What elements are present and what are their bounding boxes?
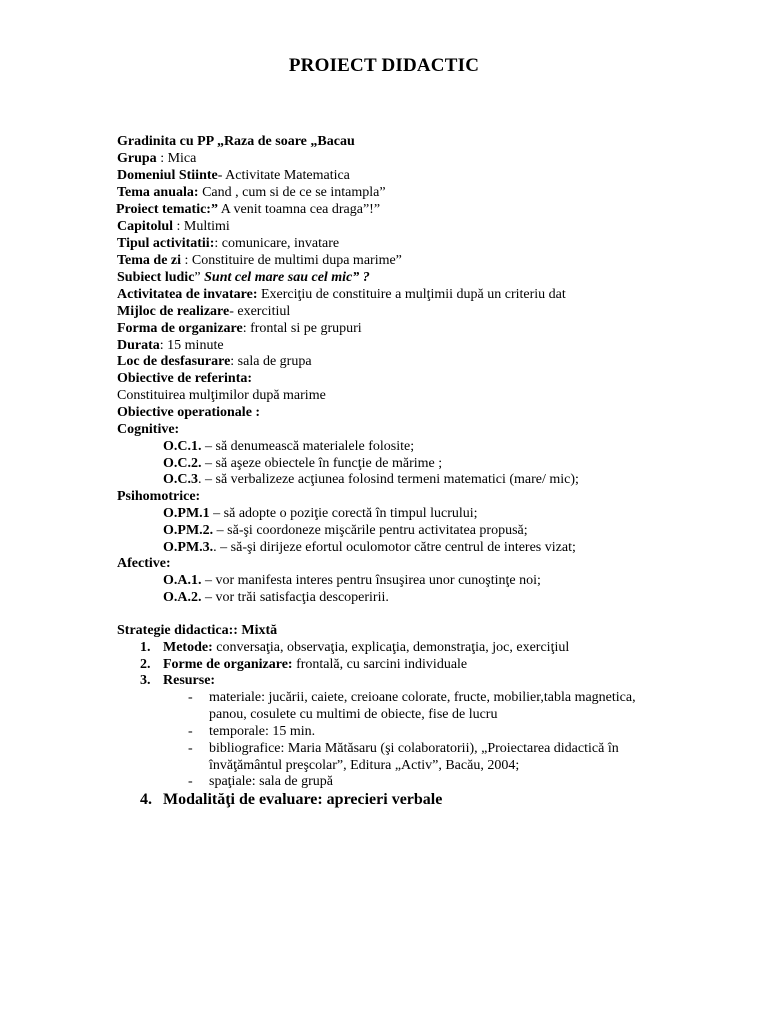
bullet-dash: - — [188, 724, 193, 739]
resurse-item: spaţiale: sala de grupă — [209, 774, 334, 789]
objective-text: – vor manifesta interes pentru însuşirea unor cunoştinţe noi; — [201, 573, 541, 588]
metode-value: conversaţia, observaţia, explicaţia, demonstraţia, joc, exerciţiul — [212, 640, 570, 655]
metode-label: Metode: — [163, 640, 213, 655]
tipul-value: : comunicare, invatare — [214, 236, 340, 251]
subiect-label: Subiect ludic — [117, 270, 195, 285]
durata-value: : 15 minute — [159, 338, 224, 353]
objective-text: – să aşeze obiectele în funcţie de mărime ; — [201, 456, 443, 471]
objective-item — [163, 471, 579, 488]
objective-item — [163, 505, 478, 522]
domeniul-line — [117, 167, 350, 184]
objective-code: O.A.2. — [163, 590, 202, 605]
capitolul-label: Capitolul — [117, 219, 174, 234]
mijloc-value: - exercitiul — [229, 304, 291, 319]
evaluare-line: Modalităţi de evaluare: aprecieri verbale — [163, 791, 443, 808]
objective-item — [163, 522, 528, 539]
objective-text: – să-şi coordoneze mişcările pentru activitatea propusă; — [213, 523, 528, 538]
proiect-tematic-label: Proiect tematic:” — [116, 202, 218, 217]
durata-label: Durata — [117, 338, 160, 353]
resurse-item: materiale: jucării, caiete, creioane colorate, fructe, mobilier,tabla magnetica, — [209, 690, 636, 705]
forme-label: Forme de organizare: — [163, 657, 293, 672]
document-title: PROIECT DIDACTIC — [288, 55, 480, 76]
durata-line — [117, 337, 224, 354]
metode-line — [163, 639, 569, 656]
grupa-label: Grupa — [117, 151, 157, 166]
mijloc-label: Mijloc de realizare — [117, 304, 230, 319]
tema-anuala-value: Cand , cum si de ce se intampla” — [198, 185, 386, 200]
grupa-value: : Mica — [156, 151, 197, 166]
activitatea-label: Activitatea de invatare: — [117, 287, 258, 302]
obiective-referinta-label: Obiective de referinta: — [117, 371, 253, 386]
objective-item — [163, 438, 414, 455]
afective-heading: Afective: — [117, 556, 171, 571]
activitatea-value: Exerciţiu de constituire a mulţimii după un criteriu dat — [257, 287, 566, 302]
tema-anuala-label: Tema anuala: — [117, 185, 199, 200]
list-number: 4. — [140, 791, 152, 808]
strategie-heading: Strategie didactica:: Mixtă — [117, 623, 278, 638]
tipul-label: Tipul activitatii: — [117, 236, 215, 251]
forma-label: Forma de organizare — [117, 321, 243, 336]
proiect-tematic-line — [116, 201, 380, 218]
bullet-dash: - — [188, 690, 193, 705]
objective-item — [163, 589, 389, 606]
loc-value: : sala de grupa — [230, 354, 312, 369]
capitolul-line — [117, 218, 230, 235]
capitolul-value: : Multimi — [173, 219, 230, 234]
grupa-line — [117, 150, 196, 167]
objective-code: O.PM.1 — [163, 506, 210, 521]
objective-code: O.C.1. — [163, 439, 202, 454]
objective-item — [163, 455, 442, 472]
list-number: 2. — [140, 657, 151, 672]
objective-code: O.C.3 — [163, 472, 198, 487]
resurse-item: temporale: 15 min. — [209, 724, 316, 739]
objective-item — [163, 572, 541, 589]
objective-code: O.A.1. — [163, 573, 202, 588]
resurse-item-continued: panou, cosulete cu multimi de obiecte, fise de lucru — [209, 707, 498, 722]
activitatea-line — [117, 286, 566, 303]
subiect-quote: ” — [194, 270, 205, 285]
forme-value: frontală, cu sarcini individuale — [292, 657, 468, 672]
resurse-label: Resurse: — [163, 673, 216, 688]
tema-zi-label: Tema de zi — [117, 253, 182, 268]
tema-zi-value: : Constituire de multimi dupa marime” — [181, 253, 402, 268]
subiect-ludic-line — [117, 269, 370, 286]
objective-code: O.PM.2. — [163, 523, 214, 538]
objective-item — [163, 539, 576, 556]
resurse-item-continued: învăţământul preşcolar”, Editura „Activ”, Bacău, 2004; — [209, 758, 520, 773]
loc-line — [117, 353, 312, 370]
forma-value: : frontal si pe grupuri — [242, 321, 362, 336]
objective-code: O.PM.3. — [163, 540, 214, 555]
objective-code: O.C.2. — [163, 456, 202, 471]
objective-text: – să adopte o poziţie corectă în timpul lucrului; — [209, 506, 478, 521]
objective-text: – să denumească materialele folosite; — [201, 439, 415, 454]
bullet-dash: - — [188, 741, 193, 756]
tema-de-zi-line — [117, 252, 402, 269]
tema-anuala-line — [117, 184, 386, 201]
forme-organizare-line — [163, 656, 467, 673]
bullet-dash: - — [188, 774, 193, 789]
psihomotrice-heading: Psihomotrice: — [117, 489, 201, 504]
proiect-tematic-value: A venit toamna cea draga”!” — [217, 202, 381, 217]
tipul-activitatii-line — [117, 235, 339, 252]
objective-text: . – să-şi dirijeze efortul oculomotor către centrul de interes vizat; — [213, 540, 576, 555]
objective-text: . – să verbalizeze acţiunea folosind termeni matematici (mare/ mic); — [198, 472, 579, 487]
list-number: 1. — [140, 640, 151, 655]
objective-text: – vor trăi satisfacţia descoperirii. — [201, 590, 389, 605]
resurse-item: bibliografice: Maria Mătăsaru (şi colaboratorii), „Proiectarea didactică în — [209, 741, 619, 756]
obiective-referinta-value: Constituirea mulţimilor după marime — [117, 388, 326, 403]
domeniul-label: Domeniul Stiinte — [117, 168, 218, 183]
loc-label: Loc de desfasurare — [117, 354, 231, 369]
subiect-value: Sunt cel mare sau cel mic” ? — [204, 270, 370, 285]
forma-organizare-line — [117, 320, 362, 337]
gradinita-line: Gradinita cu PP „Raza de soare „Bacau — [117, 134, 355, 149]
list-number: 3. — [140, 673, 151, 688]
mijloc-line — [117, 303, 290, 320]
obiective-operationale-label: Obiective operationale : — [117, 405, 261, 420]
cognitive-heading: Cognitive: — [117, 422, 180, 437]
domeniul-value: - Activitate Matematica — [217, 168, 350, 183]
